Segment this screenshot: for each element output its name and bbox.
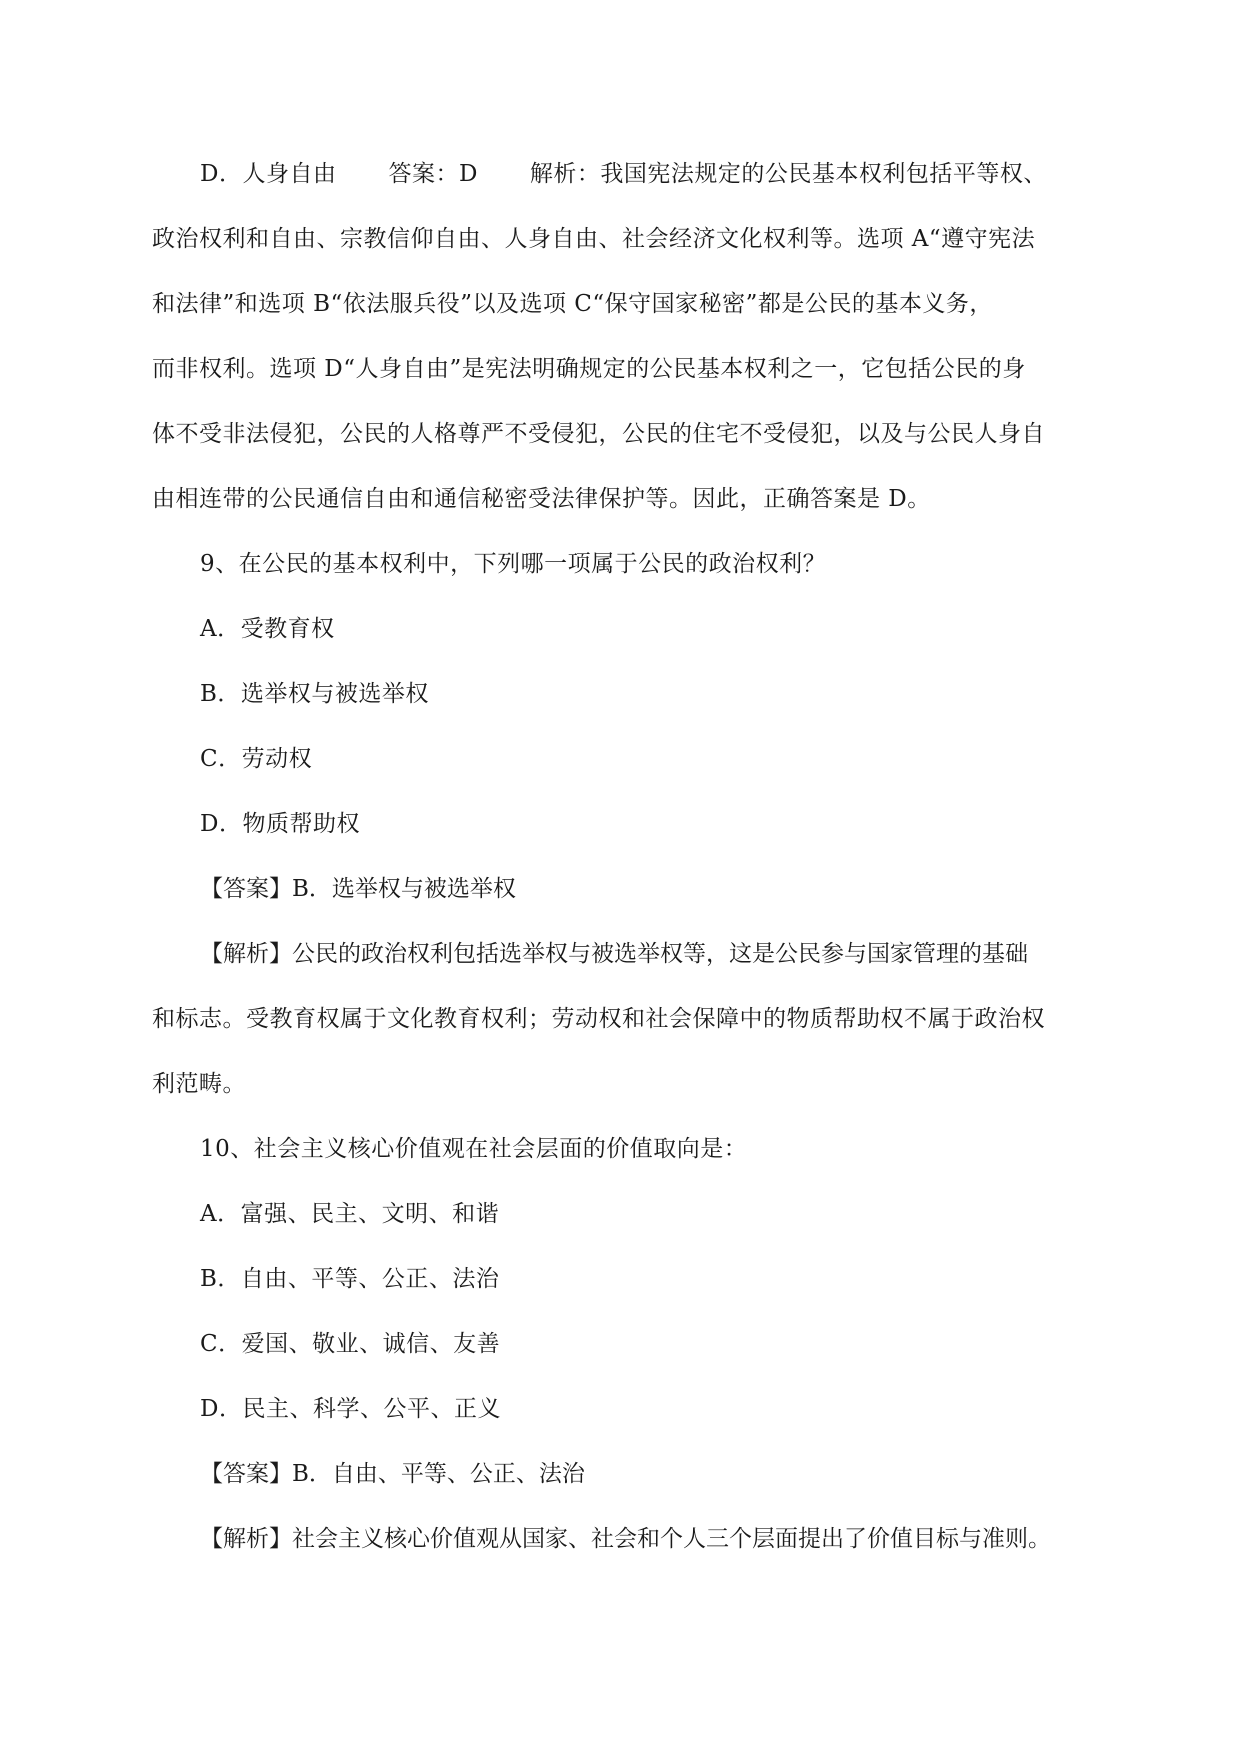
q8-analysis-line-2: 政治权利和自由、宗教信仰自由、人身自由、社会经济文化权利等。选项 A“遵守宪法 — [152, 226, 1036, 252]
q8-analysis-line-6: 由相连带的公民通信自由和通信秘密受法律保护等。因此，正确答案是 D。 — [152, 486, 931, 512]
q9-answer: 【答案】B．选举权与被选举权 — [200, 876, 516, 902]
q10-option-c: C．爱国、敬业、诚信、友善 — [200, 1331, 501, 1357]
q9-analysis-line-1: 【解析】公民的政治权利包括选举权与被选举权等，这是公民参与国家管理的基础 — [200, 941, 1028, 967]
q8-analysis-line-4: 而非权利。选项 D“人身自由”是宪法明确规定的公民基本权利之一，它包括公民的身 — [152, 356, 1026, 382]
q9-option-b: B．选举权与被选举权 — [200, 681, 429, 707]
q10-question: 10、社会主义核心价值观在社会层面的价值取向是： — [200, 1136, 748, 1162]
q9-option-c: C．劳动权 — [200, 746, 313, 772]
q9-analysis-line-2: 和标志。受教育权属于文化教育权利；劳动权和社会保障中的物质帮助权不属于政治权 — [152, 1006, 1045, 1032]
q9-analysis-line-3: 利范畴。 — [152, 1071, 246, 1097]
q9-question: 9、在公民的基本权利中，下列哪一项属于公民的政治权利？ — [200, 551, 827, 577]
q10-option-b: B．自由、平等、公正、法治 — [200, 1266, 500, 1292]
q8-analysis-line-1: 解析：我国宪法规定的公民基本权利包括平等权、 — [529, 161, 1047, 187]
q8-answer: 答案：D — [388, 161, 478, 187]
q8-analysis-line-3: 和法律”和选项 B“依法服兵役”以及选项 C“保守国家秘密”都是公民的基本义务， — [152, 291, 993, 317]
document-body — [152, 142, 1090, 1572]
q8-option-answer-line — [152, 142, 1090, 207]
q8-analysis-line-5: 体不受非法侵犯，公民的人格尊严不受侵犯，公民的住宅不受侵犯，以及与公民人身自 — [152, 421, 1045, 447]
q10-analysis-line-1: 【解析】社会主义核心价值观从国家、社会和个人三个层面提出了价值目标与准则。 — [200, 1526, 1051, 1552]
q10-option-d: D．民主、科学、公平、正义 — [200, 1396, 501, 1422]
q10-answer: 【答案】B．自由、平等、公正、法治 — [200, 1461, 585, 1487]
q9-option-d: D．物质帮助权 — [200, 811, 360, 837]
q8-option-d: D．人身自由 — [200, 161, 337, 187]
q10-option-a: A．富强、民主、文明、和谐 — [200, 1201, 500, 1227]
q9-option-a: A．受教育权 — [200, 616, 335, 642]
